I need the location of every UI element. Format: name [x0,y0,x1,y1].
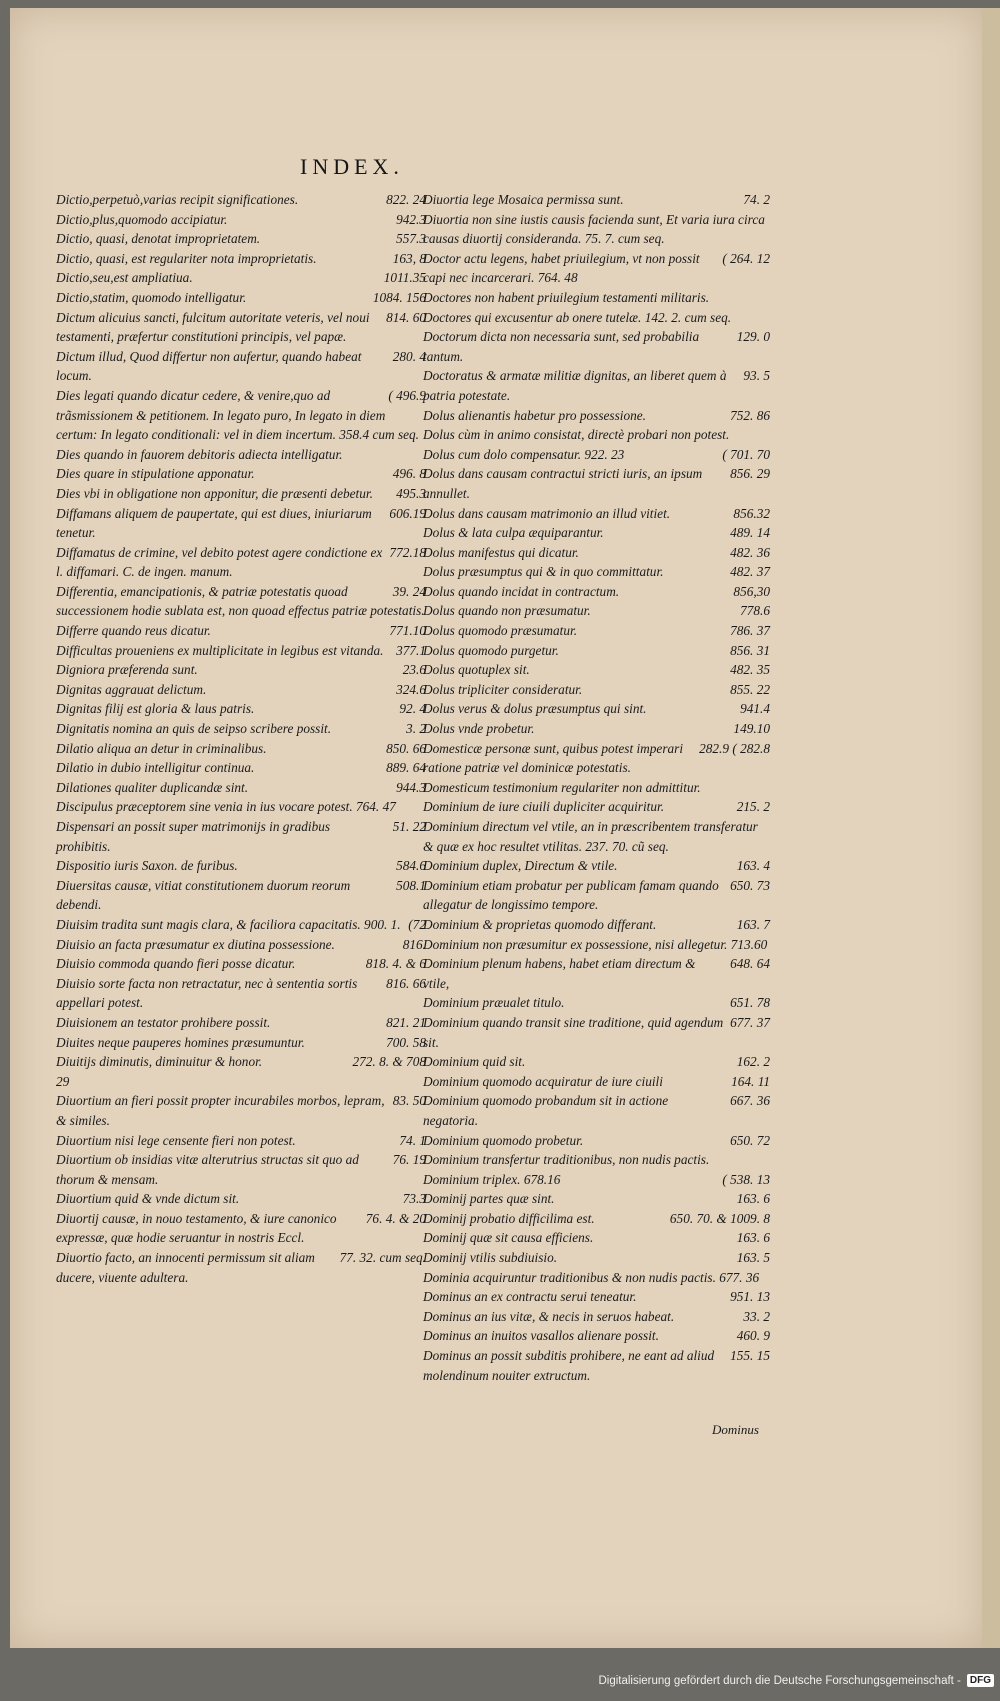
index-entry [42,1091,426,1130]
index-entry [409,621,770,641]
index-entry [42,621,426,641]
entry-page-ref: ( 264. 12 [722,250,770,266]
entry-text: Dominium & proprietas quomodo differant. [423,916,657,932]
entry-page-ref: 164. 11 [731,1073,770,1089]
index-entry [42,954,426,974]
entry-text: Dignitatis nomina an quis de seipso scribere possit. [56,721,332,737]
entry-text: Difficultas proueniens ex multiplicitate in legibus est vitanda. [56,642,384,658]
entry-page-ref: 508.1 [396,877,426,893]
index-entry [409,425,770,445]
index-entry [409,1013,770,1052]
entry-text: Dolus manifestus qui dicatur. [423,544,579,560]
entry-page-ref: 700. 58 [386,1034,426,1050]
entry-page-ref: 651. 78 [730,995,770,1011]
entry-page-ref: 77. 32. cum seq. [339,1250,426,1266]
entry-text: Diuortia non sine iustis causis facienda sunt, Et varia iura circa causas diuortij consideranda. 75. 7. cum seq. [423,211,765,247]
catchword: Dominus [712,1422,759,1437]
index-entry [409,778,770,798]
index-entry [42,288,426,308]
index-entry [42,680,426,700]
entry-text: Dolus cùm in animo consistat, directè probari non potest. [423,427,730,443]
index-entry [409,504,770,524]
entry-text: 29 [56,1073,70,1089]
entry-text: Dolus verus & dolus præsumptus qui sint. [423,701,647,717]
entry-text: Dominium quomodo acquiratur de iure ciuili [423,1073,663,1089]
index-entry [409,464,770,503]
index-entry [42,1013,426,1033]
index-entry [42,817,426,856]
entry-text: Diuisio an facta præsumatur ex diutina possessione. [56,936,335,952]
entry-page-ref: 606.19 [389,505,426,521]
entry-text: Dolus dans causam contractui stricti iuris, an ipsum annullet. [423,466,703,501]
entry-text: Dominij quæ sit causa efficiens. [423,1230,594,1246]
index-entry [409,641,770,661]
entry-text: Dignitas aggrauat delictum. [56,681,207,697]
index-entry [42,1131,426,1151]
entry-text: Dignitas filij est gloria & laus patris. [56,701,255,717]
entry-text: Dominium transfertur traditionibus, non nudis pactis. [423,1152,710,1168]
entry-text: Diuortium quid & vnde dictum sit. [56,1191,240,1207]
entry-page-ref: 280. 4 [392,348,426,364]
entry-text: Dolus quando non præsumatur. [423,603,591,619]
index-entry [409,1326,770,1346]
entry-text: Doctorum dicta non necessaria sunt, sed probabilia tantum. [423,329,700,364]
entry-page-ref: 3. 2 [406,721,426,737]
entry-page-ref: 495.3 [396,485,426,501]
entry-page-ref: 650. 73 [730,877,770,893]
entry-page-ref: 76. 4. & 20 [365,1210,426,1226]
index-entry [42,876,426,915]
index-entry [409,210,770,249]
entry-page-ref: 650. 70. & 1009. 8 [669,1210,770,1226]
entry-page-ref: 272. 8. & 708 [352,1054,426,1070]
entry-page-ref: 282.9 ( 282.8 [699,740,770,756]
index-entry [409,1131,770,1151]
index-entry [409,562,770,582]
index-entry [42,308,426,347]
entry-page-ref: 460. 9 [736,1328,770,1344]
entry-text: Differentia, emancipationis, & patriæ potestatis quoad successionem hodie sublata est, non quoad effectus patriæ potestatis. [56,583,425,619]
entry-text: Dolus & lata culpa æquiparantur. [423,525,604,541]
index-entry [409,739,770,778]
index-entry [409,1150,770,1170]
entry-page-ref: 324.6 [396,681,426,697]
entry-page-ref: 818. 4. & 6 [365,956,426,972]
index-entry [42,504,426,543]
entry-text: Differre quando reus dicatur. [56,623,211,639]
entry-page-ref: 650. 72 [730,1132,770,1148]
entry-page-ref: 163. 7 [736,916,770,932]
entry-text: Discipulus præceptorem sine venia in ius vocare potest. 764. 47 [56,799,396,815]
index-entry [42,347,426,386]
index-entry [42,445,426,465]
entry-page-ref: 51. 22 [392,819,426,834]
index-entry [42,797,426,817]
entry-page-ref: 76. 19 [392,1152,426,1168]
entry-page-ref: ( 496.9 [388,387,426,403]
index-entry [409,249,770,288]
index-entry [409,1307,770,1327]
entry-page-ref: 33. 2 [743,1308,770,1324]
entry-page-ref: 155. 15 [730,1348,770,1364]
entry-text: Diuisio commoda quando fieri posse dicatur. [56,956,296,972]
entry-text: Dilationes qualiter duplicandæ sint. [56,779,249,795]
entry-page-ref: 215. 2 [736,799,770,815]
index-entry [42,190,426,210]
entry-page-ref: 941.4 [740,701,770,717]
page-title: INDEX. [300,154,404,179]
index-entry [409,993,770,1013]
entry-text: Doctores non habent priuilegium testamenti militaris. [423,289,710,305]
entry-page-ref: (72 [408,916,426,932]
index-entry [42,386,426,445]
entry-page-ref: 856,30 [733,583,770,599]
index-entry [409,406,770,426]
entry-page-ref: 944.3 [396,779,426,795]
index-entry [42,1033,426,1053]
entry-text: Diuisim tradita sunt magis clara, & faciliora capacitatis. 900. 1. [56,916,401,932]
index-entry [42,719,426,739]
index-entry [42,758,426,778]
entry-text: Dominus an possit subditis prohibere, ne eant ad aliud molendinum nouiter extructum. [423,1348,715,1383]
entry-page-ref: 496. 8 [392,466,426,482]
index-entry [409,1189,770,1209]
entry-page-ref: 83. 50 [392,1093,426,1109]
entry-page-ref: 942.3 [396,211,426,227]
entry-text: Dolus quomodo præsumatur. [423,623,578,639]
entry-text: Diuisionem an testator prohibere possit. [56,1014,271,1030]
entry-text: Diuortia lege Mosaica permissa sunt. [423,192,624,207]
index-entry [42,935,426,955]
index-entry [409,856,770,876]
index-entry [409,288,770,308]
entry-text: Diuites neque pauperes homines præsumuntur. [56,1034,305,1050]
entry-text: Dominium etiam probatur per publicam famam quando allegatur de longissimo tempore. [423,877,719,913]
entry-text: Dictio,statim, quomodo intelligatur. [56,289,247,305]
entry-page-ref: ( 538. 13 [722,1171,770,1187]
entry-page-ref: 584.6 [396,858,426,874]
entry-text: Dolus tripliciter consideratur. [423,681,583,697]
entry-text: Dominium de iure ciuili dupliciter acquiritur. [423,799,665,815]
entry-text: Dictio,perpetuò,varias recipit significationes. [56,192,299,207]
entry-text: Dominium plenum habens, habet etiam directum & vtile, [423,956,696,991]
index-entry [42,660,426,680]
entry-page-ref: 889. 64 [386,760,426,776]
entry-text: Dolus dans causam matrimonio an illud vitiet. [423,505,671,521]
entry-page-ref: 648. 64 [730,956,770,972]
entry-text: Diffamatus de crimine, vel debito potest agere condictione ex l. diffamari. C. de ingen. manum. [56,544,383,580]
index-column-left [42,190,426,1287]
entry-text: Dominus an ex contractu serui teneatur. [423,1289,637,1305]
entry-text: Doctor actu legens, habet priuilegium, vt non possit capi nec incarcerari. 764. 48 [423,250,700,286]
index-entry [409,523,770,543]
entry-text: Dolus cum dolo compensatur. 922. 23 [423,446,625,462]
index-entry [409,1091,770,1130]
entry-text: Dolus alienantis habetur pro possessione. [423,407,646,423]
entry-page-ref: 752. 86 [730,407,770,423]
index-entry [409,660,770,680]
entry-page-ref: 850. 66 [386,740,426,756]
entry-text: Dies legati quando dicatur cedere, & venire,quo ad trãsmissionem & petitionem. In legato puro, In legato in diem certum: In legato conditionali: vel in diem incertum. 358.4 cum seq. [56,387,419,443]
footer-credit: Digitalisierung gefördert durch die Deutsche Forschungsgemeinschaft - [598,1674,961,1687]
entry-text: Dominium triplex. 678.16 [423,1171,561,1187]
entry-page-ref: ( 701. 70 [722,446,770,462]
index-entry [42,1248,426,1287]
index-entry [42,1072,426,1092]
entry-page-ref: 771.10 [389,623,426,639]
index-entry [42,1052,426,1072]
entry-page-ref: 489. 14 [730,525,770,541]
entry-page-ref: 856. 31 [730,642,770,658]
entry-page-ref: 377.1 [396,642,426,658]
entry-text: Digniora præferenda sunt. [56,662,198,678]
index-entry [409,1268,770,1288]
index-entry [409,543,770,563]
index-entry [42,543,426,582]
index-entry [42,641,426,661]
index-entry [42,856,426,876]
index-entry [409,935,770,955]
entry-text: Dominium quomodo probandum sit in actione negatoria. [423,1093,669,1128]
entry-page-ref: 149.10 [733,721,770,737]
index-entry [42,582,426,621]
entry-text: Dolus quomodo purgetur. [423,642,559,658]
index-entry [409,1052,770,1072]
index-entry [42,739,426,759]
entry-text: Diffamans aliquem de paupertate, qui est diues, iniuriarum tenetur. [56,505,372,541]
entry-page-ref: 778.6 [740,603,770,619]
index-entry [409,327,770,366]
index-entry [42,915,426,935]
index-entry [409,1170,770,1190]
entry-text: Dies quando in fauorem debitoris adiecta intelligatur. [56,446,343,462]
entry-page-ref: 482. 35 [730,662,770,678]
entry-text: Dominij partes quæ sint. [423,1191,555,1207]
index-entry [42,268,426,288]
entry-page-ref: 557.3 [396,231,426,247]
entry-page-ref: 786. 37 [730,623,770,639]
entry-text: Dolus præsumptus qui & in quo committatur. [423,564,664,580]
index-entry [409,915,770,935]
entry-page-ref: 74. 1 [399,1132,426,1148]
entry-text: Dilatio in dubio intelligitur continua. [56,760,255,776]
index-entry [42,1150,426,1189]
index-entry [42,1209,426,1248]
entry-text: Dolus vnde probetur. [423,721,535,737]
index-entry [42,778,426,798]
index-entry [409,817,770,856]
entry-page-ref: 855. 22 [730,681,770,697]
entry-text: Dictio,plus,quomodo accipiatur. [56,211,228,227]
entry-page-ref: 162. 2 [736,1054,770,1070]
index-column-right [409,190,770,1385]
entry-text: Diuisio sorte facta non retractatur, nec à sententia sortis appellari potest. [56,975,358,1011]
index-entry [409,1228,770,1248]
entry-page-ref: 74. 2 [743,192,770,207]
entry-page-ref: 163. 6 [736,1230,770,1246]
entry-text: Dilatio aliqua an detur in criminalibus. [56,740,267,756]
index-entry [42,484,426,504]
index-entry [409,797,770,817]
entry-text: Dictum alicuius sancti, fulcitum autoritate veteris, vel noui testamenti, præfertur constitutioni principis, vel papæ. [56,309,370,345]
entry-text: Dominij vtilis subdiuisio. [423,1250,558,1266]
dfg-logo: DFG [967,1674,994,1687]
entry-page-ref: 163, 8 [392,250,426,266]
entry-text: Domesticæ personæ sunt, quibus potest imperari ratione patriæ vel dominicæ potestatis. [423,740,684,776]
entry-text: Dominium directum vel vtile, an in præscribentem transferatur & quæ ex hoc resultet vtilitas. 237. 70. cũ seq. [423,819,758,854]
entry-text: Dictio, quasi, est regulariter nota improprietatis. [56,250,317,266]
entry-text: Diuortium nisi lege censente fieri non potest. [56,1132,296,1148]
entry-page-ref: 951. 13 [730,1289,770,1305]
entry-text: Dominium quid sit. [423,1054,526,1070]
index-entry [42,699,426,719]
entry-text: Dominium duplex, Directum & vtile. [423,858,618,874]
index-entry [42,1189,426,1209]
index-entry [409,445,770,465]
entry-page-ref: 23.6 [402,662,426,678]
index-entry [409,601,770,621]
entry-text: Dictio,seu,est ampliatiua. [56,270,193,286]
entry-text: Dispositio iuris Saxon. de furibus. [56,858,238,874]
index-entry [409,680,770,700]
index-entry [42,464,426,484]
index-entry [409,366,770,405]
entry-page-ref: 73.3 [402,1191,426,1207]
entry-text: Doctoratus & armatæ militiæ dignitas, an liberet quem à patria potestate. [423,368,727,403]
entry-page-ref: 163. 5 [736,1250,770,1266]
index-entry [409,1248,770,1268]
entry-page-ref: 814. 60 [386,309,426,325]
footer-bar [0,1660,1000,1701]
entry-page-ref: 129. 0 [736,329,770,345]
entry-text: Diuortio facto, an innocenti permissum sit aliam ducere, viuente adultera. [56,1250,315,1285]
entry-text: Dolus quando incidat in contractum. [423,583,620,599]
entry-page-ref: 163. 6 [736,1191,770,1207]
entry-text: Dies vbi in obligatione non apponitur, die præsenti debetur. [56,485,373,501]
index-entry [409,954,770,993]
entry-page-ref: 821. 21 [386,1014,426,1030]
entry-page-ref: 1084. 156 [372,289,426,305]
entry-text: Diuortij causæ, in nouo testamento, & iure canonico expressæ, quæ hodie seruantur in nostris Eccl. [56,1210,337,1246]
entry-page-ref: 856.32 [733,505,770,521]
entry-page-ref: 816. [402,936,426,952]
entry-text: Dispensari an possit super matrimonijs in gradibus prohibitis. [56,819,331,854]
index-entry [409,719,770,739]
index-entry [42,249,426,269]
entry-page-ref: 856. 29 [730,466,770,482]
entry-page-ref: 482. 37 [730,564,770,580]
entry-page-ref: 1011.35 [383,270,426,286]
index-entry [42,210,426,230]
index-entry [409,308,770,328]
entry-text: Dictum illud, Quod differtur non aufertur, quando habeat locum. [56,348,362,384]
entry-text: Diuitijs diminutis, diminuitur & honor. [56,1054,263,1070]
entry-text: Dictio, quasi, denotat improprietatem. [56,231,261,247]
entry-page-ref: 163. 4 [736,858,770,874]
entry-text: Dominium quomodo probetur. [423,1132,584,1148]
entry-text: Doctores qui excusentur ab onere tutelæ. 142. 2. cum seq. [423,309,732,325]
entry-text: Dolus quotuplex sit. [423,662,530,678]
entry-text: Dominus an inuitos vasallos alienare possit. [423,1328,659,1344]
entry-text: Dominus an ius vitæ, & necis in seruos habeat. [423,1308,675,1324]
index-entry [42,229,426,249]
entry-text: Diuortium ob insidias vitæ alterutrius structas sit quo ad thorum & mensam. [56,1152,359,1187]
entry-text: Dies quare in stipulatione apponatur. [56,466,255,482]
entry-page-ref: 816. 66 [386,975,426,991]
index-entry [409,582,770,602]
page-edge [982,8,1000,1648]
entry-text: Dominium quando transit sine traditione, quid agendum sit. [423,1014,724,1050]
index-entry [409,1346,770,1385]
entry-text: Diuortium an fieri possit propter incurabiles morbos, lepram, & similes. [56,1093,385,1128]
index-entry [409,876,770,915]
entry-text: Diuersitas causæ, vitiat constitutionem duorum reorum debendi. [56,877,351,913]
entry-page-ref: 677. 37 [730,1014,770,1030]
entry-page-ref: 93. 5 [743,368,770,384]
index-entry [409,1209,770,1229]
entry-text: Domesticum testimonium regulariter non admittitur. [423,779,701,795]
entry-text: Dominium præualet titulo. [423,995,565,1011]
entry-page-ref: 822. 24 [386,192,426,207]
entry-page-ref: 482. 36 [730,544,770,560]
entry-page-ref: 772.18 [389,544,426,560]
entry-page-ref: 92. 4 [399,701,426,717]
index-entry [42,974,426,1013]
index-entry [409,699,770,719]
entry-text: Dominia acquiruntur traditionibus & non nudis pactis. 677. 36 [423,1269,760,1285]
entry-text: Dominij probatio difficilima est. [423,1210,595,1226]
index-entry [409,190,770,210]
entry-page-ref: 667. 36 [730,1093,770,1109]
index-entry [409,1287,770,1307]
index-entry [409,1072,770,1092]
entry-page-ref: 39. 24 [392,583,426,599]
entry-text: Dominium non præsumitur ex possessione, nisi allegetur. 713.60 [423,936,768,952]
